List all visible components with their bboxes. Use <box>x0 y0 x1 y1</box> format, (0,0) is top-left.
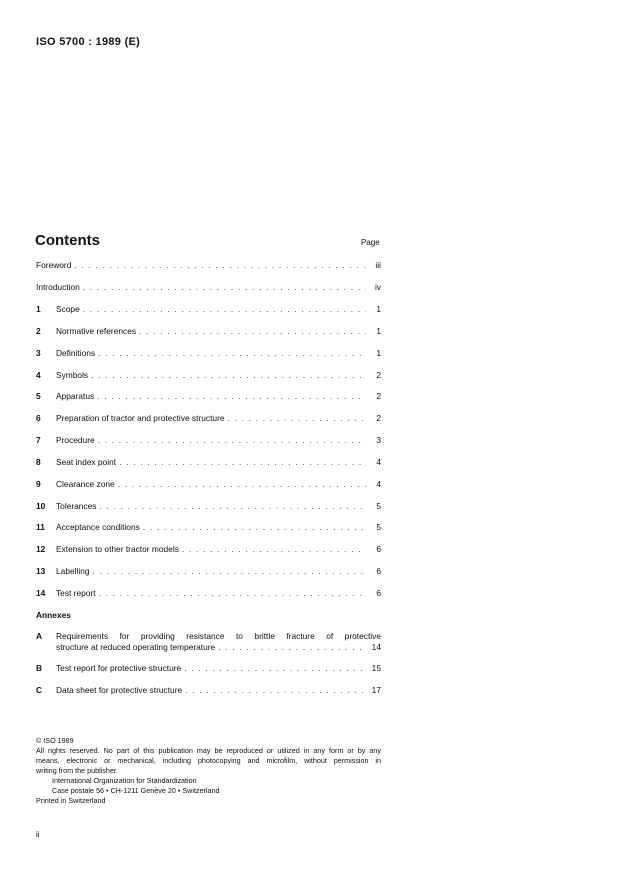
toc-entry-number: 11 <box>36 522 45 532</box>
toc-entry-number: 4 <box>36 370 41 380</box>
contents-heading: Contents <box>35 232 100 249</box>
dot-leader <box>182 543 366 555</box>
toc-entry-page: 5 <box>376 501 381 511</box>
page-column-label: Page <box>361 238 380 247</box>
toc-entry-number: 6 <box>36 413 41 423</box>
toc-entry-number: 8 <box>36 457 41 467</box>
toc-entry-title: Definitions <box>56 348 96 358</box>
toc-entry-page: 5 <box>376 522 381 532</box>
dot-leader <box>119 456 366 468</box>
toc-entry-page: 4 <box>376 457 381 467</box>
dot-leader <box>228 412 366 424</box>
dot-leader <box>83 281 366 293</box>
toc-entry-title: Scope <box>56 304 80 314</box>
toc-entry-labelling[interactable] <box>36 565 381 577</box>
toc-entry-number: 2 <box>36 326 41 336</box>
toc-entry-title: Test report <box>56 588 96 598</box>
toc-entry-number: 9 <box>36 479 41 489</box>
toc-entry-title: Apparatus <box>56 391 95 401</box>
dot-leader <box>118 478 366 490</box>
toc-entry-clearance-zone[interactable] <box>36 478 381 490</box>
toc-entry-acceptance-conditions[interactable] <box>36 521 381 533</box>
toc-entry-introduction[interactable] <box>36 281 381 293</box>
toc-entry-page: 6 <box>376 588 381 598</box>
toc-entry-page: 1 <box>376 304 381 314</box>
dot-leader <box>98 347 366 359</box>
toc-entry-annex-b[interactable] <box>36 662 381 674</box>
rights-line-3: writing from the publisher. <box>36 766 118 775</box>
toc-entry-number: 12 <box>36 544 46 554</box>
toc-entry-foreword[interactable] <box>36 259 381 271</box>
page-number: ii <box>36 830 40 839</box>
toc-entry-seat-index-point[interactable] <box>36 456 381 468</box>
toc-entry-number: 7 <box>36 435 41 445</box>
dot-leader <box>91 369 366 381</box>
toc-entry-number: 14 <box>36 588 46 598</box>
standard-identifier: ISO 5700 : 1989 (E) <box>36 36 141 48</box>
toc-entry-extension[interactable] <box>36 543 381 555</box>
toc-entry-test-report[interactable] <box>36 587 381 599</box>
toc-entry-title: Test report for protective structure <box>56 663 182 673</box>
toc-entry-page: 1 <box>376 326 381 336</box>
toc-entry-apparatus[interactable] <box>36 390 381 402</box>
dot-leader <box>184 662 366 674</box>
toc-entry-page: 17 <box>371 685 381 695</box>
rights-line-2: means, electronic or mechanical, including photocopying and microfilm, without permission in <box>36 756 381 765</box>
toc-entry-number: 1 <box>36 304 41 314</box>
toc-entry-tolerances[interactable] <box>36 500 381 512</box>
toc-entry-number: 3 <box>36 348 41 358</box>
dot-leader <box>139 325 366 337</box>
toc-entry-annex-a[interactable] <box>56 641 381 653</box>
toc-entry-annex-c[interactable] <box>36 684 381 696</box>
toc-entry-page: 2 <box>376 391 381 401</box>
annexes-heading: Annexes <box>36 610 71 620</box>
annex-a-title-line2: structure at reduced operating temperature <box>56 642 216 652</box>
printed-in: Printed in Switzerland <box>36 796 106 805</box>
toc-entry-page: 6 <box>376 544 381 554</box>
toc-entry-page: 2 <box>376 370 381 380</box>
annex-letter: C <box>36 685 43 695</box>
toc-entry-page: 1 <box>376 348 381 358</box>
toc-entry-number: 5 <box>36 391 41 401</box>
toc-entry-scope[interactable] <box>36 303 381 315</box>
toc-entry-page: 15 <box>371 663 381 673</box>
toc-entry-title: Labelling <box>56 566 90 576</box>
toc-entry-title: Normative references <box>56 326 137 336</box>
organization-address: Case postale 56 • CH-1211 Genève 20 • Switzerland <box>52 786 220 795</box>
toc-entry-preparation[interactable] <box>36 412 381 424</box>
toc-entry-title: Seat index point <box>56 457 117 467</box>
toc-entry-procedure[interactable] <box>36 434 381 446</box>
toc-entry-symbols[interactable] <box>36 369 381 381</box>
annex-letter: B <box>36 663 43 673</box>
toc-entry-page: 3 <box>376 435 381 445</box>
copyright-block <box>36 736 381 806</box>
toc-entry-title: Foreword <box>36 260 72 270</box>
toc-entry-page: 2 <box>376 413 381 423</box>
toc-entry-page: iv <box>374 282 381 292</box>
toc-entry-title: Clearance zone <box>56 479 115 489</box>
dot-leader <box>93 565 366 577</box>
toc-entry-page: 14 <box>371 642 381 652</box>
toc-entry-title: Tolerances <box>56 501 97 511</box>
dot-leader <box>83 303 366 315</box>
toc-entry-page: 4 <box>376 479 381 489</box>
annex-a-letter: A <box>36 631 43 641</box>
dot-leader <box>99 587 366 599</box>
toc-entry-title: Preparation of tractor and protective structure <box>56 413 225 423</box>
copyright-notice: © ISO 1989 <box>36 736 74 745</box>
toc-entry-definitions[interactable] <box>36 347 381 359</box>
toc-entry-page: iii <box>375 260 381 270</box>
dot-leader <box>185 684 366 696</box>
toc-entry-title: Data sheet for protective structure <box>56 685 183 695</box>
toc-entry-title: Extension to other tractor models <box>56 544 179 554</box>
toc-entry-normative-references[interactable] <box>36 325 381 337</box>
toc-entry-title: Acceptance conditions <box>56 522 140 532</box>
annex-a-title-line1[interactable]: Requirements for providing resistance to brittle fracture of protective <box>56 631 381 641</box>
toc-entry-page: 6 <box>376 566 381 576</box>
toc-entry-title: Procedure <box>56 435 95 445</box>
dot-leader <box>74 259 366 271</box>
dot-leader <box>98 434 366 446</box>
toc-entry-title: Symbols <box>56 370 89 380</box>
toc-entry-title: Introduction <box>36 282 80 292</box>
organization-name: International Organization for Standardization <box>52 776 197 785</box>
dot-leader <box>97 390 366 402</box>
toc-entry-number: 10 <box>36 501 46 511</box>
rights-line-1: All rights reserved. No part of this publication may be reproduced or utilized in any form or by any <box>36 746 381 755</box>
dot-leader <box>100 500 367 512</box>
dot-leader <box>143 521 366 533</box>
dot-leader <box>218 641 366 653</box>
toc-entry-number: 13 <box>36 566 46 576</box>
